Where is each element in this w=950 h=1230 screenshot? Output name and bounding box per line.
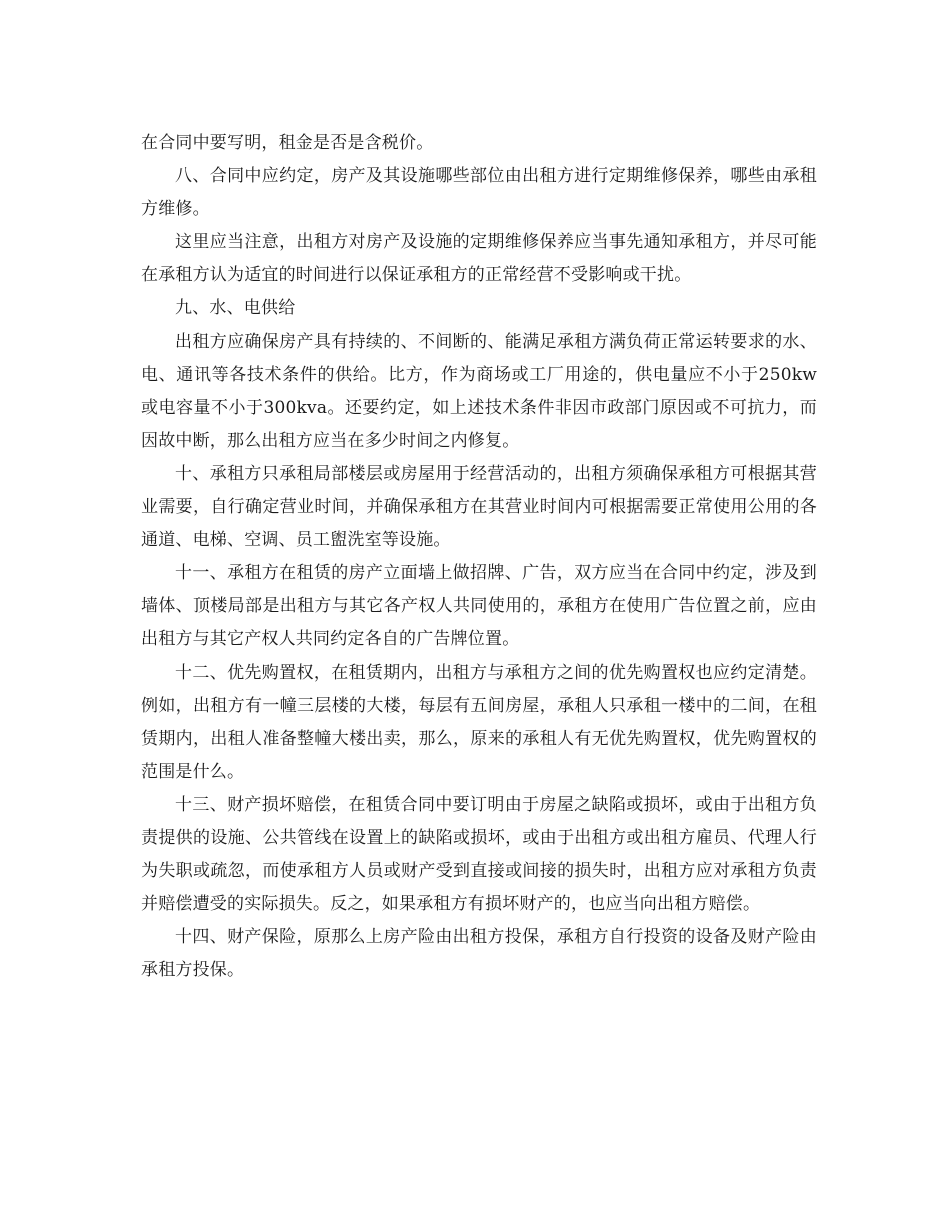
paragraph-rent-tax: 在合同中要写明，租金是否是含税价。 <box>141 133 434 153</box>
document-body <box>141 127 817 987</box>
paragraph-8-maintenance: 八、合同中应约定，房产及其设施哪些部位由出租方进行定期维修保养，哪些由承租方维修。 <box>141 166 817 220</box>
paragraph-12-preemption: 十二、优先购置权，在租赁期内，出租方与承租方之间的优先购置权也应约定清楚。例如，出租方有一幢三层楼的大楼，每层有五间房屋，承租人只承租一楼中的二间，在租赁期内，出租人准备整幢大楼出卖，那么，原来的承租人有无优先购置权，优先购置权的范围是什么。 <box>141 662 817 782</box>
paragraph-9-utilities: 出租方应确保房产具有持续的、不间断的、能满足承租方满负荷正常运转要求的水、电、通讯等各技术条件的供给。比方，作为商场或工厂用途的，供电量应不小于250kw或电容量不小于300kva。还要约定，如上述技术条件非因市政部门原因或不可抗力，而因故中断，那么出租方应当在多少时间之内修复。 <box>141 331 817 451</box>
paragraph-11-signage: 十一、承租方在租赁的房产立面墙上做招牌、广告，双方应当在合同中约定，涉及到墙体、顶楼局部是出租方与其它各产权人共同使用的，承租方在使用广告位置之前，应由出租方与其它产权人共同约定各自的广告牌位置。 <box>141 563 817 650</box>
paragraph-10-partial-lease: 十、承租方只承租局部楼层或房屋用于经营活动的，出租方须确保承租方可根据其营业需要，自行确定营业时间，并确保承租方在其营业时间内可根据需要正常使用公用的各通道、电梯、空调、员工盥洗室等设施。 <box>141 463 817 551</box>
paragraph-14-insurance: 十四、财产保险，原那么上房产险由出租方投保，承租方自行投资的设备及财产险由承租方投保。 <box>141 927 817 981</box>
paragraph-maintenance-notice: 这里应当注意，出租方对房产及设施的定期维修保养应当事先通知承租方，并尽可能在承租方认为适宜的时间进行以保证承租方的正常经营不受影响或干扰。 <box>141 232 817 286</box>
paragraph-9-heading: 九、水、电供给 <box>175 298 296 319</box>
paragraph-13-damages: 十三、财产损坏赔偿，在租赁合同中要订明由于房屋之缺陷或损坏，或由于出租方负责提供的设施、公共管线在设置上的缺陷或损坏，或由于出租方或出租方雇员、代理人行为失职或疏忽，而使承租方人员或财产受到直接或间接的损失时，出租方应对承租方负责并赔偿遭受的实际损失。反之，如果承租方有损坏财产的，也应当向出租方赔偿。 <box>141 794 817 915</box>
